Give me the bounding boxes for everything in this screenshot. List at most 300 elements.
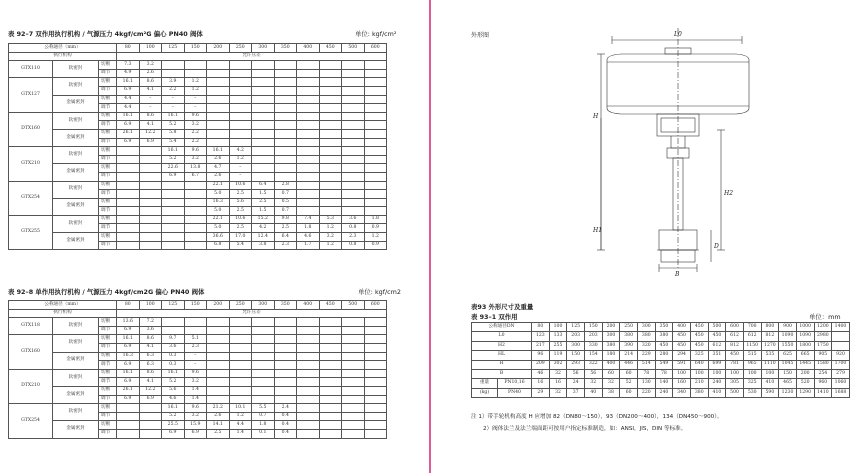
control-mode: 切断 — [99, 215, 117, 224]
pressure-value — [297, 112, 320, 121]
weight-value: 240 — [655, 388, 673, 397]
pressure-value — [297, 352, 320, 361]
dimension-value: 781 — [726, 360, 744, 369]
pressure-value — [207, 343, 230, 352]
dimension-value: 1270 — [761, 341, 779, 350]
control-mode: 调节 — [99, 69, 117, 78]
dimension-value: 920 — [832, 351, 850, 360]
pressure-value — [162, 181, 185, 190]
pressure-value: 16.1 — [117, 369, 140, 378]
dimension-value: 203 — [567, 332, 585, 341]
pressure-value — [342, 147, 365, 156]
seal-type: 软密封 — [53, 318, 99, 335]
header-size: 400 — [297, 301, 320, 310]
control-mode: 调节 — [99, 378, 117, 387]
dimension-value: 133 — [549, 332, 567, 341]
table-row — [472, 379, 850, 388]
dimension-value: 515 — [743, 351, 761, 360]
seal-type: 软密封 — [53, 369, 99, 386]
pressure-value — [252, 86, 275, 95]
pressure-value: 3.6 — [139, 326, 162, 335]
pressure-value — [229, 326, 252, 335]
header-size: 300 — [637, 323, 655, 332]
header-size: 450 — [319, 301, 342, 310]
weight-value: 210 — [690, 379, 708, 388]
dimension-value: 100 — [761, 369, 779, 378]
dimension-value: 330 — [584, 341, 602, 350]
pressure-value: 26.1 — [117, 386, 140, 395]
seal-type: 金属密封 — [53, 164, 99, 181]
pressure-value — [139, 190, 162, 199]
pressure-value: 3.9 — [162, 78, 185, 87]
pressure-value — [364, 112, 387, 121]
pressure-value — [139, 224, 162, 233]
header-size: 100 — [139, 44, 162, 53]
weight-value: 960 — [814, 379, 832, 388]
pressure-value: 1.8 — [252, 421, 275, 430]
pressure-value — [297, 86, 320, 95]
pressure-value — [274, 395, 297, 404]
pressure-value: 6.7 — [184, 172, 207, 181]
weight-value: 60 — [620, 388, 638, 397]
header-size: 400 — [673, 323, 691, 332]
pressure-value — [229, 361, 252, 370]
pressure-value — [274, 326, 297, 335]
pressure-value — [342, 86, 365, 95]
dimension-value — [832, 332, 850, 341]
pressure-value: 7.3 — [117, 61, 140, 70]
pressure-value — [297, 429, 320, 438]
pressure-value — [117, 241, 140, 250]
weight-value: 37 — [567, 388, 585, 397]
header-size: 80 — [117, 44, 140, 53]
dimension-value: 100 — [673, 369, 691, 378]
seal-type: 金属密封 — [53, 129, 99, 146]
pressure-value — [252, 395, 275, 404]
pressure-value — [364, 190, 387, 199]
control-mode: 切断 — [99, 164, 117, 173]
pressure-class: PN40 — [498, 388, 532, 397]
pressure-value — [117, 147, 140, 156]
pressure-value — [364, 78, 387, 87]
pressure-value — [297, 121, 320, 130]
pressure-value — [139, 412, 162, 421]
pressure-value: – — [162, 95, 185, 104]
weight-value: 16 — [549, 379, 567, 388]
pressure-value — [297, 147, 320, 156]
pressure-value: 4.9 — [117, 69, 140, 78]
pressure-value — [229, 95, 252, 104]
weight-value: 465 — [779, 379, 797, 388]
control-mode: 切断 — [99, 318, 117, 327]
control-mode: 调节 — [99, 412, 117, 421]
pressure-value: 6.9 — [117, 361, 140, 370]
pressure-value: 12.2 — [139, 129, 162, 138]
pressure-value: 0.4 — [274, 421, 297, 430]
pressure-value: 6.9 — [117, 326, 140, 335]
dimension-value: 100 — [708, 369, 726, 378]
pressure-value: 2.5 — [229, 207, 252, 216]
pressure-value — [319, 378, 342, 387]
dimension-value: 1800 — [796, 341, 814, 350]
pressure-value — [274, 369, 297, 378]
seal-type: 软密封 — [53, 147, 99, 164]
dimension-value: 100 — [743, 369, 761, 378]
pressure-value — [364, 155, 387, 164]
seal-type: 金属密封 — [53, 95, 99, 112]
header-size: 900 — [779, 323, 797, 332]
pressure-value: 8.6 — [139, 335, 162, 344]
pressure-value — [184, 61, 207, 70]
pressure-value: 2.5 — [229, 224, 252, 233]
pressure-value — [297, 190, 320, 199]
pressure-value: 0.7 — [252, 412, 275, 421]
pressure-value: 7.2 — [139, 318, 162, 327]
pressure-value — [139, 421, 162, 430]
pressure-value — [252, 147, 275, 156]
pressure-value — [364, 335, 387, 344]
pressure-value: 4.6 — [297, 233, 320, 242]
weight-value: 1060 — [832, 379, 850, 388]
dimension-value: 351 — [708, 351, 726, 360]
seal-type: 软密封 — [53, 112, 99, 129]
pressure-value: 13.6 — [117, 318, 140, 327]
pressure-value: 5.4 — [229, 241, 252, 250]
weight-value: 32 — [549, 388, 567, 397]
table-row — [9, 386, 387, 395]
pressure-value — [207, 78, 230, 87]
pressure-value — [342, 164, 365, 173]
pressure-value — [297, 343, 320, 352]
pressure-value — [117, 429, 140, 438]
control-mode: 调节 — [99, 207, 117, 216]
pressure-value: 0.5 — [274, 198, 297, 207]
pressure-value: 2.6 — [207, 412, 230, 421]
pressure-value — [342, 318, 365, 327]
pressure-value — [342, 429, 365, 438]
dimension-value: 300 — [602, 332, 620, 341]
pressure-value: 1.2 — [184, 78, 207, 87]
pressure-value: 4.2 — [252, 224, 275, 233]
pressure-value: 1.4 — [184, 386, 207, 395]
pressure-value — [229, 335, 252, 344]
pressure-value: 1.5 — [252, 207, 275, 216]
pressure-value — [207, 335, 230, 344]
dimension-value: 380 — [620, 332, 638, 341]
pressure-value — [297, 172, 320, 181]
dimension-value: 300 — [567, 341, 585, 350]
table2-unit: 单位: kgf/cm2 — [358, 288, 401, 296]
pressure-value: 5.0 — [207, 207, 230, 216]
pressure-value — [207, 138, 230, 147]
pressure-value: 8.6 — [139, 369, 162, 378]
pressure-value — [162, 318, 185, 327]
pressure-value — [297, 207, 320, 216]
dimension-value: 200 — [796, 369, 814, 378]
table-row — [472, 360, 850, 369]
pressure-value — [229, 61, 252, 70]
control-mode: 切断 — [99, 369, 117, 378]
pressure-value — [297, 421, 320, 430]
pressure-value — [207, 326, 230, 335]
pressure-value — [364, 343, 387, 352]
pressure-value — [229, 86, 252, 95]
pressure-value: – — [184, 352, 207, 361]
pressure-value: 6.9 — [184, 429, 207, 438]
pressure-value: 2.8 — [274, 181, 297, 190]
pressure-value: 16.1 — [117, 78, 140, 87]
pressure-value — [342, 95, 365, 104]
pressure-value: 1.2 — [319, 241, 342, 250]
pressure-value: 26.1 — [117, 129, 140, 138]
actuator-model: GTX210 — [9, 147, 53, 181]
pressure-value — [252, 78, 275, 87]
pressure-value: 2.5 — [207, 429, 230, 438]
pressure-value — [207, 386, 230, 395]
pressure-value: 10.6 — [229, 215, 252, 224]
pressure-value — [364, 147, 387, 156]
pressure-value — [207, 369, 230, 378]
pressure-value — [319, 361, 342, 370]
dimension-value — [832, 341, 850, 350]
pressure-value — [319, 404, 342, 413]
pressure-value — [139, 147, 162, 156]
pressure-value — [139, 404, 162, 413]
table-row — [9, 369, 387, 378]
pressure-value — [139, 155, 162, 164]
pressure-value: 9.6 — [184, 147, 207, 156]
table-row — [9, 147, 387, 156]
weight-value: 500 — [726, 388, 744, 397]
pressure-value — [207, 318, 230, 327]
pressure-value — [139, 241, 162, 250]
dimension-value: 514 — [637, 360, 655, 369]
pressure-value: – — [229, 164, 252, 173]
table1-title: 表 92–7 双作用执行机构 / 气源压力 4kgf/cm²G 偏心 PN40 阀体 — [8, 30, 203, 38]
pressure-value — [364, 129, 387, 138]
pressure-value — [184, 318, 207, 327]
header-size: 600 — [364, 44, 387, 53]
pressure-value: 2.2 — [184, 138, 207, 147]
pressure-value — [319, 147, 342, 156]
pressure-value: 0.4 — [274, 412, 297, 421]
pressure-value — [297, 378, 320, 387]
note-2: 2）阀体法兰及法兰端面距可按用户指定标准制造，如：ANSI，JIS，DIN 等标准。 — [483, 426, 687, 432]
pressure-value: 2.6 — [207, 155, 230, 164]
pressure-value: 6.9 — [117, 138, 140, 147]
dimension-value: 1110 — [761, 360, 779, 369]
pressure-value — [252, 386, 275, 395]
pressure-value — [229, 386, 252, 395]
pressure-value — [342, 361, 365, 370]
pressure-value — [117, 155, 140, 164]
pressure-value — [139, 207, 162, 216]
header-size: 250 — [620, 323, 638, 332]
table-row — [472, 369, 850, 378]
pressure-value — [297, 95, 320, 104]
pressure-value — [252, 155, 275, 164]
dim-b: B — [675, 271, 680, 278]
dimension-value: 1580 — [814, 360, 832, 369]
control-mode: 切断 — [99, 198, 117, 207]
pressure-value: 4.1 — [139, 86, 162, 95]
seal-type: 软密封 — [53, 335, 99, 352]
pressure-value — [117, 198, 140, 207]
control-mode: 调节 — [99, 429, 117, 438]
pressure-value — [252, 343, 275, 352]
pressure-value — [207, 86, 230, 95]
dimension-value: 254 — [814, 369, 832, 378]
pressure-value — [274, 172, 297, 181]
table3-unit: 单位：mm — [809, 313, 841, 321]
pressure-value: 4.7 — [207, 164, 230, 173]
pressure-value: 13.8 — [184, 164, 207, 173]
control-mode: 切断 — [99, 129, 117, 138]
header-size: 200 — [207, 44, 230, 53]
pressure-value: 5.6 — [162, 386, 185, 395]
pressure-value — [342, 172, 365, 181]
dimension-value: 2980 — [814, 332, 832, 341]
pressure-value — [342, 69, 365, 78]
pressure-value — [364, 172, 387, 181]
weight-value: 240 — [708, 379, 726, 388]
pressure-value — [297, 404, 320, 413]
dimension-value: 549 — [655, 360, 673, 369]
figure-label: 外形图 — [471, 32, 490, 39]
dimension-value: 965 — [743, 360, 761, 369]
pressure-value — [342, 207, 365, 216]
header-size: 1000 — [796, 323, 814, 332]
dimension-value: 302 — [549, 360, 567, 369]
pressure-value — [184, 224, 207, 233]
dimension-value: 279 — [832, 369, 850, 378]
dimension-value: 255 — [549, 341, 567, 350]
pressure-value — [252, 318, 275, 327]
header-size: 700 — [743, 323, 761, 332]
weight-value: 32 — [602, 379, 620, 388]
control-mode: 调节 — [99, 343, 117, 352]
weight-value: 1410 — [814, 388, 832, 397]
pressure-value — [229, 138, 252, 147]
pressure-value — [342, 112, 365, 121]
table3-subtitle: 表 93–1 双作用 — [471, 313, 518, 321]
pressure-value — [162, 190, 185, 199]
pressure-value — [117, 233, 140, 242]
pressure-value — [319, 369, 342, 378]
pressure-value: 1.7 — [297, 241, 320, 250]
pressure-value — [229, 318, 252, 327]
pressure-value — [364, 121, 387, 130]
pressure-value: 4.4 — [117, 104, 140, 113]
dimension-value: 78 — [637, 369, 655, 378]
dimension-value: 450 — [726, 351, 744, 360]
pressure-value: 16.1 — [117, 335, 140, 344]
pressure-value — [319, 412, 342, 421]
pressure-value — [274, 318, 297, 327]
dimension-value: 1045 — [779, 360, 797, 369]
pressure-value — [364, 69, 387, 78]
control-mode: 切断 — [99, 352, 117, 361]
table-row — [9, 421, 387, 430]
dimension-value: 450 — [690, 332, 708, 341]
pressure-value — [297, 198, 320, 207]
dimension-value: 325 — [690, 351, 708, 360]
pressure-value — [139, 198, 162, 207]
pressure-value: 4.1 — [139, 121, 162, 130]
pressure-value: – — [229, 172, 252, 181]
pressure-value — [274, 95, 297, 104]
pressure-value — [274, 386, 297, 395]
dimension-value: 150 — [779, 369, 797, 378]
pressure-value: 7.4 — [297, 215, 320, 224]
table-row — [472, 351, 850, 360]
pressure-value — [364, 86, 387, 95]
pressure-value: 17.0 — [229, 233, 252, 242]
dimension-value: 535 — [761, 351, 779, 360]
control-mode: 调节 — [99, 86, 117, 95]
pressure-value — [319, 352, 342, 361]
header-size: 300 — [252, 301, 275, 310]
control-mode: 调节 — [99, 138, 117, 147]
dimension-value: 100 — [726, 369, 744, 378]
control-mode: 切断 — [99, 147, 117, 156]
header-size: 500 — [342, 44, 365, 53]
pressure-value — [342, 378, 365, 387]
pressure-value — [207, 112, 230, 121]
dimension-value: 1700 — [832, 360, 850, 369]
seal-type: 金属密封 — [53, 198, 99, 215]
pressure-value — [117, 412, 140, 421]
pressure-value — [297, 155, 320, 164]
table-row — [9, 404, 387, 413]
pressure-value — [184, 207, 207, 216]
pressure-value — [162, 207, 185, 216]
pressure-value — [342, 386, 365, 395]
pressure-value — [207, 69, 230, 78]
pressure-value: 3.2 — [184, 378, 207, 387]
pressure-value — [364, 164, 387, 173]
header-size: 450 — [690, 323, 708, 332]
table-row — [9, 335, 387, 344]
pressure-value: 1.2 — [364, 233, 387, 242]
pressure-value: 6.9 — [117, 86, 140, 95]
header-actuator: 执行机构 — [9, 309, 117, 318]
dimension-value: 625 — [779, 351, 797, 360]
pressure-value: 6.8 — [207, 241, 230, 250]
pressure-value — [117, 181, 140, 190]
dimension-value: 446 — [620, 360, 638, 369]
pressure-value — [207, 95, 230, 104]
pressure-value: 5.2 — [162, 412, 185, 421]
pressure-value — [342, 61, 365, 70]
dimension-value: 380 — [602, 341, 620, 350]
weight-value: 410 — [761, 379, 779, 388]
weight-value: 220 — [637, 388, 655, 397]
dimension-value: 60 — [602, 369, 620, 378]
pressure-value: 3.6 — [342, 215, 365, 224]
control-mode: 调节 — [99, 241, 117, 250]
header-size: 125 — [162, 301, 185, 310]
seal-type: 软密封 — [53, 215, 99, 232]
pressure-value — [319, 86, 342, 95]
pressure-value: – — [139, 95, 162, 104]
weight-value: 380 — [690, 388, 708, 397]
pressure-value — [117, 224, 140, 233]
pressure-value: 5.2 — [162, 378, 185, 387]
dimension-value: 217 — [532, 341, 550, 350]
dimension-label: HL — [472, 351, 532, 360]
dimension-value: 612 — [743, 332, 761, 341]
